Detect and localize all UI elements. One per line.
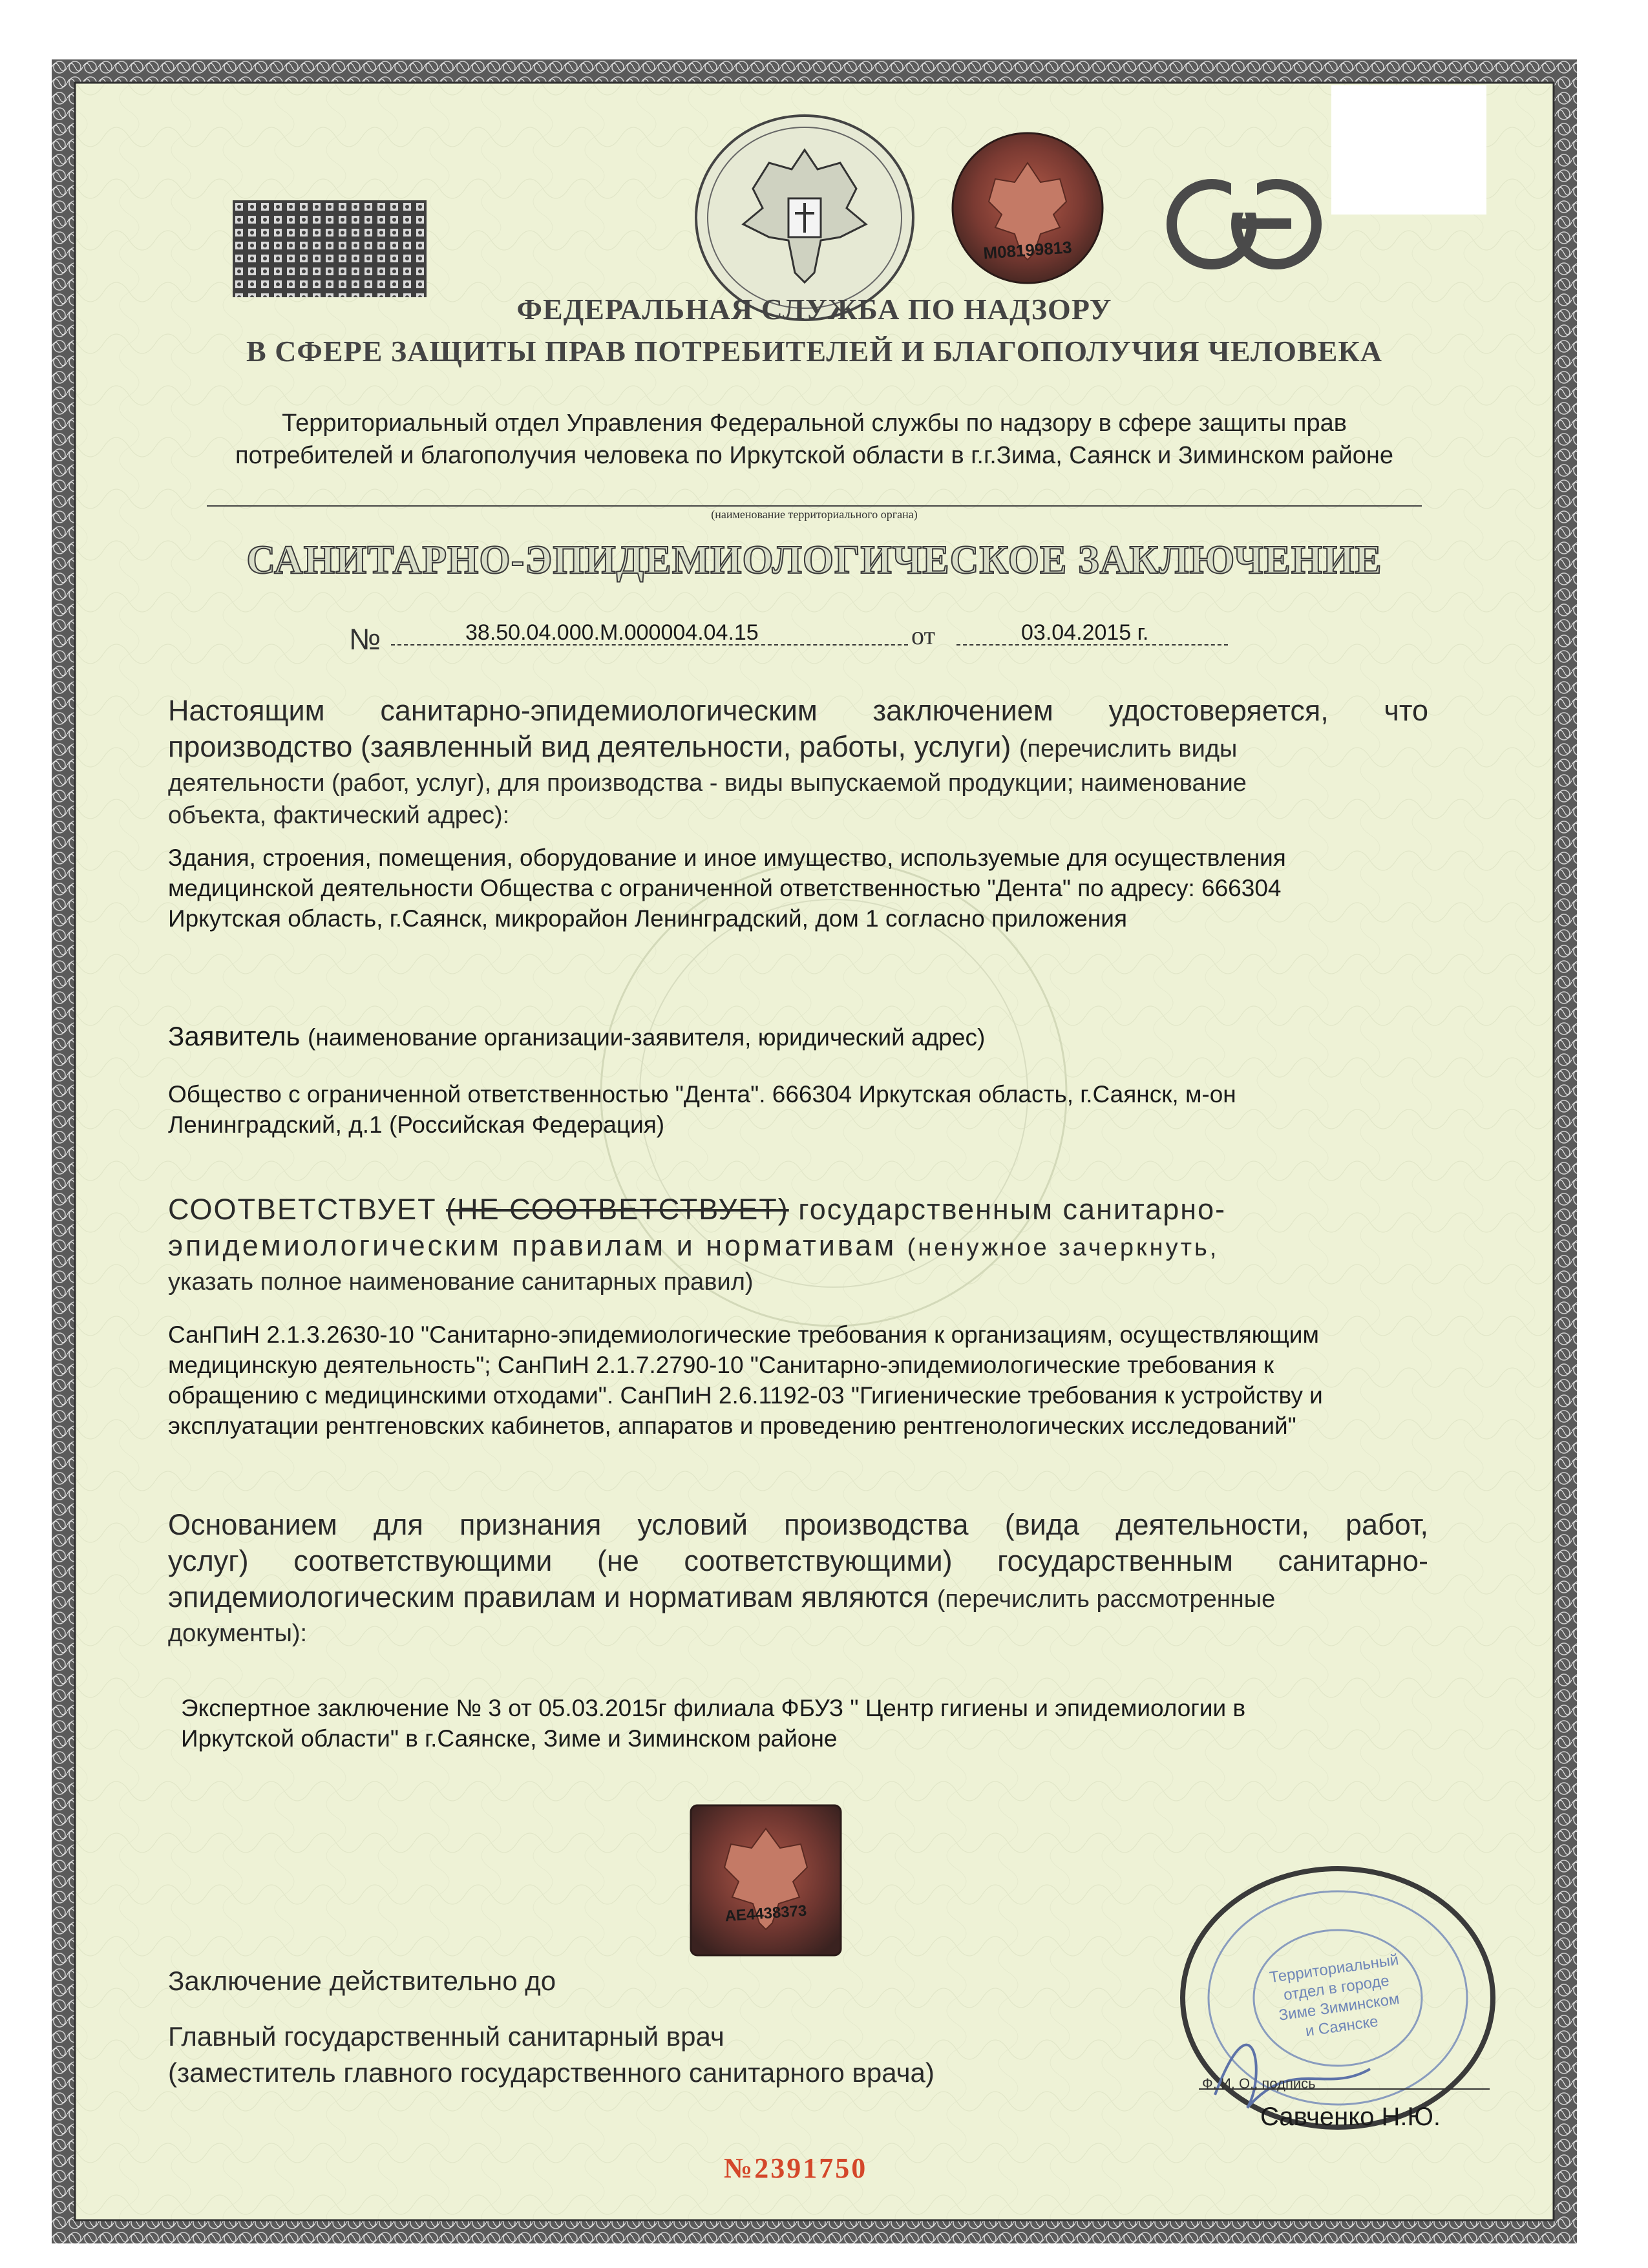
conformity-line-1-rest: государственным санитарно- [798, 1193, 1227, 1226]
basis-line-2: услуг) соответствующими (не соответствующими) государственным санитарно- [168, 1544, 1428, 1577]
hologram-bottom [688, 1803, 843, 1958]
fio-label: Ф. И. О., подпись [1202, 2075, 1316, 2092]
applicant-fill-1: Общество с ограниченной ответственностью "Дента". 666304 Иркутская область, г.Саянск, м-он [168, 1081, 1236, 1108]
basis-line-3-main: эпидемиологическим правилам и нормативам являются [168, 1580, 929, 1613]
conformity-fill-2: медицинскую деятельность"; СанПиН 2.1.7.2790-10 "Санитарно-эпидемиологические требования к [168, 1352, 1274, 1378]
org-underline [207, 505, 1422, 507]
stamp-text: Территориальный отдел в городе Зиме Зиминском и Саянске [1268, 1951, 1401, 2041]
applicant-fill-2: Ленинградский, д.1 (Российская Федерация) [168, 1111, 665, 1138]
official-stamp [1176, 1862, 1499, 2134]
blank-corner [1331, 85, 1486, 215]
basis-fill-1: Экспертное заключение № 3 от 05.03.2015г филиала ФБУЗ " Центр гигиены и эпидемиологии в [181, 1695, 1246, 1721]
basis-line-3-small: (перечислить рассмотренные [936, 1586, 1276, 1613]
hologram-top [950, 131, 1105, 299]
signatory-role-1: Главный государственный санитарный врач [168, 2021, 724, 2052]
applicant-hint: (наименование организации-заявителя, юридический адрес) [308, 1024, 986, 1051]
ministry-line-1: ФЕДЕРАЛЬНАЯ СЛУЖБА ПО НАДЗОРУ [516, 293, 1112, 326]
ministry-line-2: В СФЕРЕ ЗАЩИТЫ ПРАВ ПОТРЕБИТЕЛЕЙ И БЛАГОПОЛУЧИЯ ЧЕЛОВЕКА [246, 335, 1382, 368]
conformity-fill-3: обращению с медицинскими отходами". СанПиН 2.6.1192-03 "Гигиенические требования к устройству и [168, 1382, 1323, 1409]
basis-line-1: Основанием для признания условий производства (вида деятельности, работ, [168, 1508, 1428, 1541]
conformity-mark-logo [1163, 169, 1325, 279]
applicant-label: Заявитель [168, 1021, 301, 1051]
signatory-name: Савченко Н.Ю. [1260, 2103, 1441, 2131]
applicant-label-line [168, 1021, 1396, 1052]
certificate-form [52, 59, 1577, 2243]
hologram-bottom-code: АЕ4438373 [724, 1902, 808, 1926]
conformity-fill-4: эксплуатации рентгеновских кабинетов, аппаратов и проведению рентгенологических исследований" [168, 1412, 1296, 1439]
org-line-1: Территориальный отдел Управления Федеральной службы по надзору в сфере защиты прав [282, 410, 1347, 437]
certificate-date: 03.04.2015 г. [1021, 620, 1149, 645]
section1-fill-3: Иркутская область, г.Саянск, микрорайон Ленинградский, дом 1 согласно приложения [168, 905, 1128, 932]
signatory-role-2: (заместитель главного государственного санитарного врача) [168, 2057, 935, 2088]
section1-fill-2: медицинской деятельности Общества с ограниченной ответственностью "Дента" по адресу: 666304 [168, 875, 1282, 901]
section1-line-2-small: (перечислить виды [1019, 735, 1238, 762]
number-label: № [349, 622, 381, 656]
section1-line-4: объекта, фактический адрес): [168, 802, 510, 829]
from-label: от [911, 621, 935, 650]
conformity-fill-1: СанПиН 2.1.3.2630-10 "Санитарно-эпидемиологические требования к организациям, осуществляющим [168, 1321, 1319, 1348]
certificate-number: 38.50.04.000.М.000004.04.15 [465, 620, 759, 645]
validity-label: Заключение действительно до [168, 1966, 556, 1996]
basis-line-4: документы): [168, 1620, 308, 1647]
section1-line-2 [168, 729, 1428, 767]
form-serial-number: №2391750 [724, 2152, 868, 2184]
basis-fill-2: Иркутской области" в г.Саянске, Зиме и Зиминском районе [181, 1725, 838, 1752]
org-line-2: потребителей и благополучия человека по Иркутской области в г.г.Зима, Саянск и Зиминском районе [235, 442, 1393, 469]
hologram-top-code: М08199813 [982, 237, 1073, 263]
section1-line-3: деятельности (работ, услуг), для производства - виды выпускаемой продукции; наименование [168, 770, 1247, 797]
hologram-top-image [950, 131, 1105, 299]
security-pattern [233, 200, 427, 297]
basis-line-3 [168, 1579, 1428, 1617]
section1-line-1: Настоящим санитарно-эпидемиологическим заключением удостоверяется, что [168, 694, 1428, 727]
conformity-line-2-main: эпидемиологическим правилам и нормативам [168, 1229, 897, 1262]
conformity-word: СООТВЕТСТВУЕТ [168, 1193, 437, 1226]
conformity-line-2-small: (ненужное зачеркнуть, [907, 1234, 1220, 1261]
section1-fill-1: Здания, строения, помещения, оборудование и иное имущество, используемые для осуществления [168, 845, 1286, 871]
conformity-struck: (НЕ СООТВЕТСТВУЕТ) [446, 1193, 789, 1226]
org-caption: (наименование территориального органа) [711, 508, 918, 521]
document-title: САНИТАРНО-ЭПИДЕМИОЛОГИЧЕСКОЕ ЗАКЛЮЧЕНИЕ [246, 538, 1382, 582]
conformity-line-2 [168, 1228, 1428, 1266]
hologram-bottom-image [688, 1803, 843, 1958]
conformity-line-1 [168, 1192, 1428, 1228]
section1-line-2-main: производство (заявленный вид деятельности, работы, услуги) [168, 730, 1011, 763]
conformity-line-3: указать полное наименование санитарных правил) [168, 1268, 754, 1296]
